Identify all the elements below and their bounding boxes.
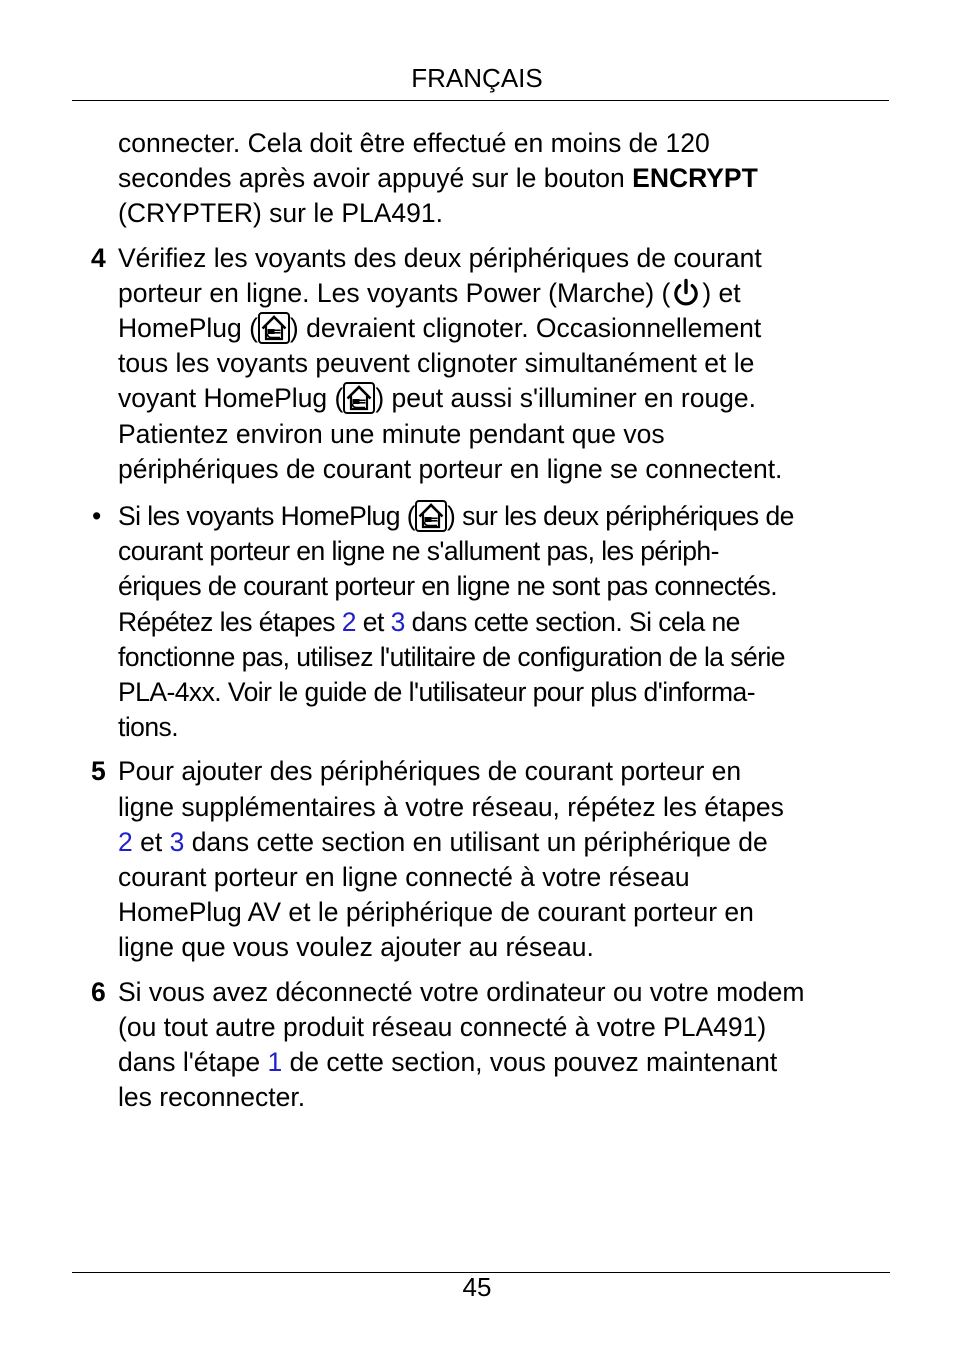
homeplug-icon bbox=[343, 382, 375, 414]
step-2-link[interactable]: 2 bbox=[341, 606, 356, 637]
text-line: tions. bbox=[118, 712, 179, 743]
text-line: Pour ajouter des périphériques de courant porteur en bbox=[118, 756, 742, 787]
power-icon bbox=[670, 277, 702, 309]
text-line: secondes après avoir appuyé sur le bouton ENCRYPT bbox=[118, 163, 758, 194]
page-number: 45 bbox=[462, 1272, 492, 1302]
step-2-link[interactable]: 2 bbox=[118, 826, 133, 857]
step-6 bbox=[0, 975, 884, 1116]
text-line: HomePlug AV et le périphérique de courant porteur en bbox=[118, 897, 754, 928]
text-line: Si les voyants HomePlug ( ) sur les deux périphériques de bbox=[118, 501, 794, 532]
text-line: Si vous avez déconnecté votre ordinateur ou votre modem bbox=[118, 976, 805, 1007]
note-bullet bbox=[0, 499, 884, 745]
text-line: 2 et 3 dans cette section en utilisant un périphérique de bbox=[118, 826, 768, 857]
step-number: 4 bbox=[91, 242, 106, 273]
text-line: HomePlug ( ) devraient clignoter. Occasionnellement bbox=[118, 313, 762, 344]
text-line: ligne que vous voulez ajouter au réseau. bbox=[118, 932, 594, 963]
text-line: porteur en ligne. Les voyants Power (Marche) ( ) et bbox=[118, 277, 741, 308]
header-rule bbox=[72, 100, 889, 101]
homeplug-icon bbox=[415, 500, 447, 532]
text-line: courant porteur en ligne connecté à votre réseau bbox=[118, 862, 690, 893]
step-number: 5 bbox=[91, 756, 106, 787]
text-line: PLA-4xx. Voir le guide de l'utilisateur pour plus d'informa- bbox=[118, 677, 756, 708]
text-line: tous les voyants peuvent clignoter simultanément et le bbox=[118, 348, 755, 379]
page-content bbox=[0, 126, 954, 1115]
text-line: (ou tout autre produit réseau connecté à votre PLA491) bbox=[118, 1011, 767, 1042]
bullet-marker: • bbox=[92, 501, 101, 532]
text-line: (CRYPTER) sur le PLA491. bbox=[118, 198, 443, 229]
text-line: périphériques de courant porteur en ligne se connectent. bbox=[118, 453, 783, 484]
text-line: ériques de courant porteur en ligne ne sont pas connectés. bbox=[118, 571, 778, 602]
page-header: FRANÇAIS bbox=[411, 63, 543, 93]
encrypt-button-label: ENCRYPT bbox=[632, 163, 758, 194]
text-line: dans l'étape 1 de cette section, vous pouvez maintenant bbox=[118, 1047, 778, 1078]
text-line: voyant HomePlug ( ) peut aussi s'illuminer en rouge. bbox=[118, 383, 757, 414]
text-line: connecter. Cela doit être effectué en moins de 120 bbox=[118, 128, 710, 158]
text-line: les reconnecter. bbox=[118, 1082, 306, 1113]
text-line: fonctionne pas, utilisez l'utilitaire de configuration de la série bbox=[118, 641, 785, 672]
step-number: 6 bbox=[91, 976, 106, 1007]
text-line: Patientez environ une minute pendant que vos bbox=[118, 418, 665, 449]
continuation-paragraph bbox=[0, 126, 884, 232]
step-3-link[interactable]: 3 bbox=[390, 606, 405, 637]
step-1-link[interactable]: 1 bbox=[267, 1047, 283, 1078]
step-3-link[interactable]: 3 bbox=[169, 826, 185, 857]
text-line: Répétez les étapes 2 et 3 dans cette section. Si cela ne bbox=[118, 606, 740, 637]
homeplug-icon bbox=[258, 312, 290, 344]
text-line: Vérifiez les voyants des deux périphériques de courant bbox=[118, 242, 762, 273]
text-line: ligne supplémentaires à votre réseau, répétez les étapes bbox=[118, 791, 784, 822]
step-4 bbox=[0, 241, 884, 487]
text-line: courant porteur en ligne ne s'allument pas, les périph- bbox=[118, 536, 719, 567]
step-5 bbox=[0, 754, 884, 965]
